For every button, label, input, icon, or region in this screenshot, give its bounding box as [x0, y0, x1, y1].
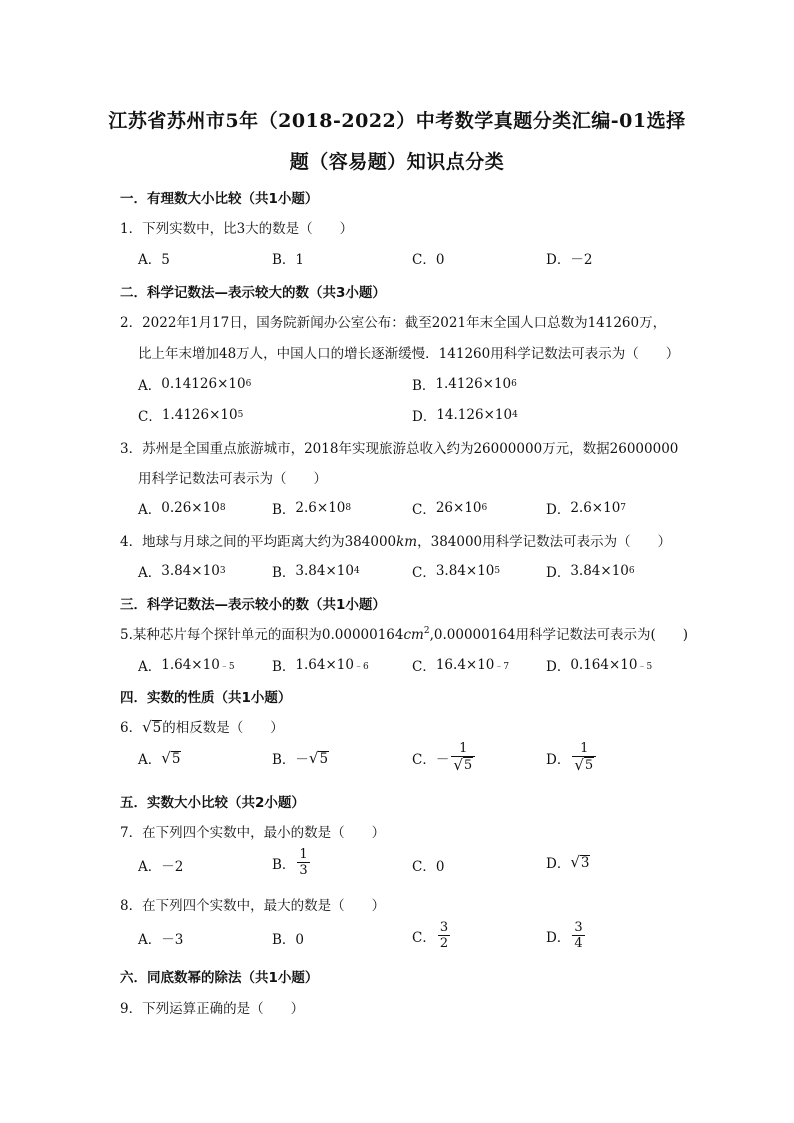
- question-4-stem: 4．地球与月球之间的平均距离大约为384000km，384000用科学记数法可表示为（ ）: [120, 534, 672, 550]
- question-8-stem: 8．在下列四个实数中，最大的数是（ ）: [120, 898, 386, 914]
- q1-option-c: C．0: [412, 252, 445, 268]
- q8-option-a: A．－3: [138, 932, 184, 948]
- question-2-stem-line1: 2．2022年1月17日，国务院新闻办公室公布：截至2021年末全国人口总数为141260万，: [120, 315, 667, 331]
- sqrt-expression: √ 3: [570, 853, 590, 871]
- doc-title-line1: 江苏省苏州市5年（2018-2022）中考数学真题分类汇编-01选择: [108, 110, 686, 132]
- q6-option-d: D． 1 √ 5: [546, 741, 598, 774]
- sqrt-expression: √ 5: [161, 749, 181, 767]
- question-3-stem-line1: 3．苏州是全国重点旅游城市，2018年实现旅游总收入约为26000000万元，数据26000000: [120, 441, 679, 457]
- doc-title-line2: 题（容易题）知识点分类: [289, 151, 505, 173]
- q2-option-a: A． 0.14126×10 6: [138, 376, 252, 394]
- fraction: $\frac{3}{2}$: [439, 920, 449, 951]
- section-heading-4: 四．实数的性质（共1小题）: [120, 690, 292, 706]
- q2-option-b: B． 1.4126×10 6: [412, 376, 517, 394]
- question-2-stem-line2: 比上年末增加48万人，中国人口的增长逐渐缓慢．141260用科学记数法可表示为（ ）: [138, 346, 680, 362]
- q5-option-a: A． 1.64×10 ﹣5: [138, 657, 235, 675]
- q4-option-d: D． 3.84×10 6: [546, 563, 635, 581]
- q1-option-a: A．5: [138, 252, 170, 268]
- q2-option-d: D． 14.126×10 4: [412, 407, 518, 425]
- q7-option-b: B． $\frac{1}{3}$: [272, 847, 308, 878]
- q4-option-c: C． 3.84×10 5: [412, 563, 501, 581]
- q6-option-b: B． － √ 5: [272, 749, 329, 768]
- q3-option-d: D． 2.6×10 7: [546, 500, 627, 518]
- section-heading-3: 三．科学记数法—表示较小的数（共1小题）: [120, 597, 386, 613]
- q4-option-b: B． 3.84×10 4: [272, 563, 360, 581]
- section-heading-5: 五．实数大小比较（共2小题）: [120, 795, 305, 811]
- q5-option-d: D． 0.164×10 ﹣5: [546, 657, 653, 675]
- section-heading-6: 六．同底数幂的除法（共1小题）: [120, 970, 319, 986]
- q1-option-d: D．－2: [546, 252, 593, 268]
- q7-option-c: C．0: [412, 859, 445, 875]
- question-1-stem: 1．下列实数中，比3大的数是（ ）: [120, 221, 354, 237]
- q3-option-b: B． 2.6×10 8: [272, 500, 352, 518]
- question-7-stem: 7．在下列四个实数中，最小的数是（ ）: [120, 825, 386, 841]
- question-3-stem-line2: 用科学记数法可表示为（ ）: [138, 471, 327, 487]
- fraction: $\frac{3}{4}$: [574, 920, 583, 951]
- fraction: $\frac{1}{3}$: [299, 847, 308, 878]
- q6-option-a: A． √ 5: [138, 749, 181, 768]
- fraction: 1 √ 5: [572, 741, 596, 774]
- question-6-stem: 6． √ 5 的相反数是（ ）: [120, 718, 284, 736]
- question-9-stem: 9．下列运算正确的是（ ）: [120, 1001, 305, 1017]
- question-5-stem: 5.某种芯片每个探针单元的面积为$0.00000164cm^2,0.00000164$用科学记数法可表示为( ): [120, 626, 689, 643]
- q5-option-c: C． 16.4×10 ﹣7: [412, 657, 510, 675]
- q1-option-b: B．1: [272, 252, 305, 268]
- sqrt-expression: √ 5: [142, 718, 162, 736]
- q8-option-b: B．0: [272, 932, 305, 948]
- q7-option-d: D． √ 3: [546, 853, 590, 872]
- section-heading-2: 二．科学记数法—表示较大的数（共3小题）: [120, 285, 386, 301]
- section-heading-1: 一．有理数大小比较（共1小题）: [120, 191, 319, 207]
- sqrt-expression: √ 5: [308, 749, 329, 767]
- q8-option-d: D． $\frac{3}{4}$: [546, 920, 583, 951]
- q4-option-a: A． 3.84×10 3: [138, 563, 226, 581]
- q3-option-c: C． 26×10 6: [412, 500, 488, 518]
- q3-option-a: A． 0.26×10 8: [138, 500, 226, 518]
- q5-option-b: B． 1.64×10 ﹣6: [272, 657, 369, 675]
- q2-option-c: C． 1.4126×10 5: [138, 407, 244, 425]
- q8-option-c: C． $\frac{3}{2}$: [412, 920, 449, 951]
- fraction: 1 √ 5: [451, 741, 475, 774]
- q7-option-a: A．－2: [138, 859, 184, 875]
- q6-option-c: C． － 1 √ 5: [412, 741, 477, 774]
